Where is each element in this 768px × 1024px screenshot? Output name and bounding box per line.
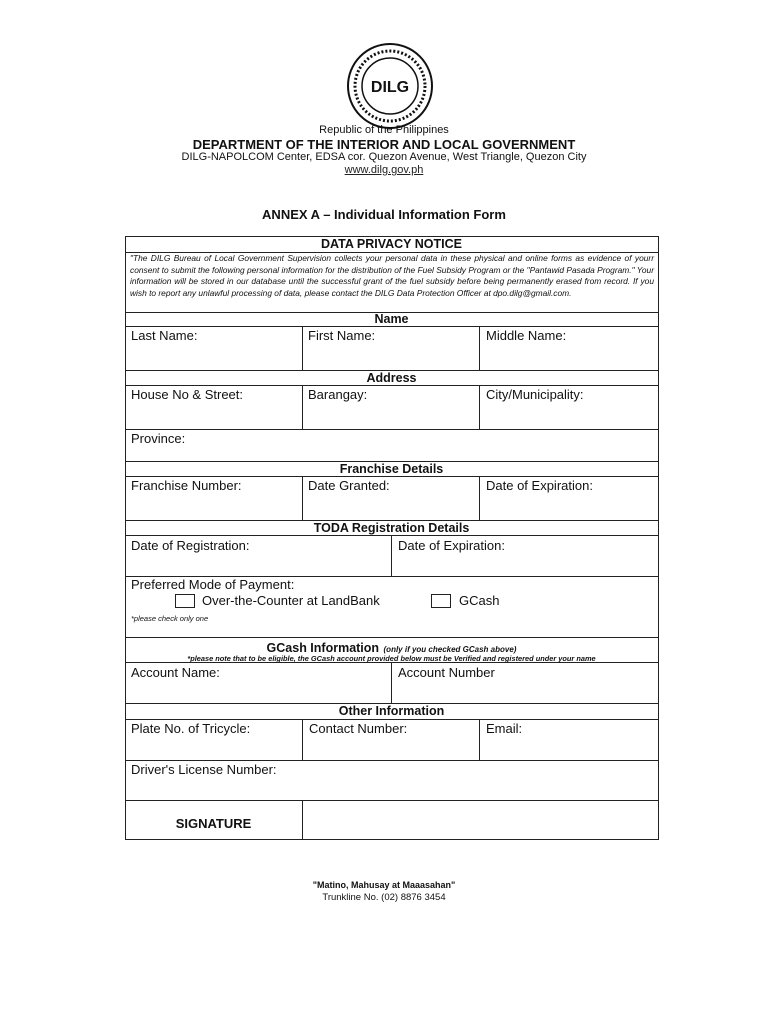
section-title-name: Name xyxy=(374,312,409,326)
contact-number-field[interactable]: Contact Number: xyxy=(309,721,408,736)
form-title: ANNEX A – Individual Information Form xyxy=(262,207,506,222)
barangay-field[interactable]: Barangay: xyxy=(308,387,368,402)
divider xyxy=(125,637,658,638)
section-title-toda: TODA Registration Details xyxy=(313,521,470,535)
divider xyxy=(125,429,658,430)
dilg-seal-logo xyxy=(346,42,434,130)
divider xyxy=(302,385,303,429)
privacy-notice-title: DATA PRIVACY NOTICE xyxy=(321,237,462,251)
divider xyxy=(479,476,480,520)
republic-line: Republic of the Philippines xyxy=(319,124,449,136)
city-field[interactable]: City/Municipality: xyxy=(486,387,584,402)
province-field[interactable]: Province: xyxy=(131,431,186,446)
gcash-title: GCash Information xyxy=(266,641,380,655)
section-title-other: Other Information xyxy=(338,704,445,718)
signature-field[interactable] xyxy=(303,801,657,839)
date-granted-field[interactable]: Date Granted: xyxy=(308,478,390,493)
divider xyxy=(391,662,392,703)
plate-number-field[interactable]: Plate No. of Tricycle: xyxy=(131,721,251,736)
footer-trunkline: Trunkline No. (02) 8876 3454 xyxy=(322,892,446,903)
registration-date-field[interactable]: Date of Registration: xyxy=(131,538,250,553)
divider xyxy=(125,326,658,327)
last-name-field[interactable]: Last Name: xyxy=(131,328,198,343)
email-field[interactable]: Email: xyxy=(486,721,523,736)
street-field[interactable]: House No & Street: xyxy=(131,387,243,402)
divider xyxy=(302,719,303,760)
divider xyxy=(125,476,658,477)
check-one-note: *please check only one xyxy=(131,614,209,623)
first-name-field[interactable]: First Name: xyxy=(308,328,376,343)
middle-name-field[interactable]: Middle Name: xyxy=(486,328,567,343)
divider xyxy=(479,385,480,429)
signature-label: SIGNATURE xyxy=(175,816,252,831)
divider xyxy=(125,760,658,761)
gcash-option-label: GCash xyxy=(459,593,500,608)
payment-mode-label: Preferred Mode of Payment: xyxy=(131,577,295,592)
department-name: DEPARTMENT OF THE INTERIOR AND LOCAL GOVERNMENT xyxy=(192,137,576,152)
divider xyxy=(125,719,658,720)
gcash-checkbox[interactable] xyxy=(431,594,451,608)
toda-expiration-field[interactable]: Date of Expiration: xyxy=(398,538,505,553)
franchise-expiration-field[interactable]: Date of Expiration: xyxy=(486,478,593,493)
account-name-field[interactable]: Account Name: xyxy=(131,665,220,680)
footer-motto: "Matino, Mahusay at Maaasahan" xyxy=(312,880,456,890)
over-the-counter-label: Over-the-Counter at LandBank xyxy=(202,593,380,608)
divider xyxy=(479,326,480,370)
divider xyxy=(125,385,658,386)
gcash-eligibility-note: *please note that to be eligible, the GCash account provided below must be Verified and registered under your name xyxy=(187,654,596,663)
department-address: DILG-NAPOLCOM Center, EDSA cor. Quezon Avenue, West Triangle, Quezon City xyxy=(181,151,587,163)
privacy-notice-text: "The DILG Bureau of Local Government Supervision collects your personal data in these physical and online forms as evidence of yourr consent to submit the following personal information for the distribution of the Fuel Subsidy Program or the "Pantawid Pasada Program." Your information will be stored in our database until the successful grant of the fuel subsidy before being permanently erased from record. If you wish to report any unlawful processing of data, please contact the DILG Data Protection Officer at dpo.dilg@gmail.com. xyxy=(130,253,654,298)
gcash-title-note: (only if you checked GCash above) xyxy=(383,645,517,654)
divider xyxy=(479,719,480,760)
section-title-franchise: Franchise Details xyxy=(339,462,444,476)
section-title-address: Address xyxy=(366,371,417,385)
divider xyxy=(302,476,303,520)
over-the-counter-checkbox[interactable] xyxy=(175,594,195,608)
divider xyxy=(391,535,392,576)
divider xyxy=(302,326,303,370)
account-number-field[interactable]: Account Number xyxy=(398,665,495,680)
logo-text: DILG xyxy=(370,79,410,96)
website-link[interactable]: www.dilg.gov.ph xyxy=(344,164,424,176)
license-number-field[interactable]: Driver's License Number: xyxy=(131,762,277,777)
franchise-number-field[interactable]: Franchise Number: xyxy=(131,478,242,493)
